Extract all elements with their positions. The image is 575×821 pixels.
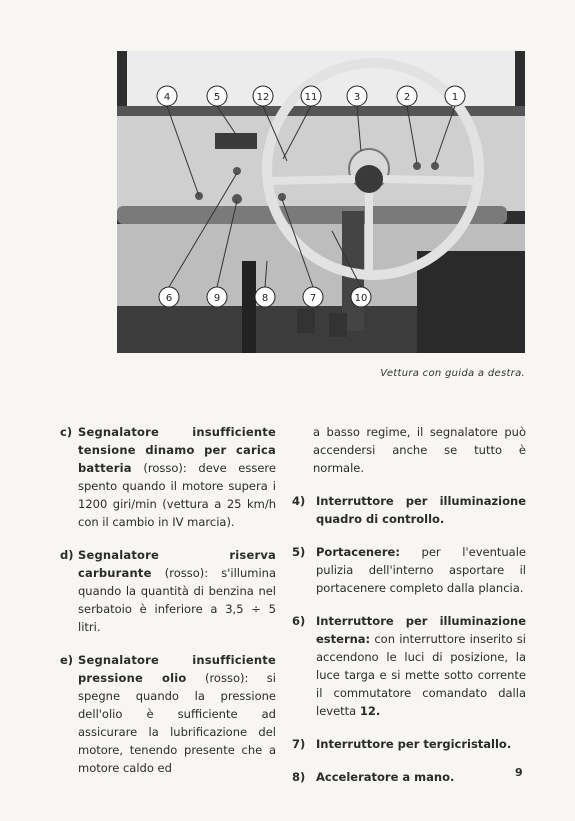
list-item <box>60 651 276 777</box>
svg-text:12: 12 <box>256 92 270 103</box>
item-letter: d) <box>60 548 74 562</box>
callout-8 <box>255 287 275 307</box>
item-number: 4) <box>292 494 306 508</box>
item-text: (rosso): si spegne quando la pressione dell'olio è sufficiente ad assicurare la lubrificazione del motore, tenendo presente che a motore caldo ed <box>78 671 276 775</box>
callout-12 <box>253 86 273 106</box>
svg-text:5: 5 <box>213 92 221 103</box>
svg-text:11: 11 <box>304 92 318 103</box>
callout-2 <box>397 86 417 106</box>
page-number: 9 <box>515 766 523 779</box>
dashboard-photo <box>117 51 525 353</box>
list-item <box>292 492 526 528</box>
list-item <box>292 543 526 597</box>
svg-text:2: 2 <box>403 92 411 103</box>
item-number: 7) <box>292 737 306 751</box>
item-title: Segnalatore insufficiente tensione dinamo per carica batteria <box>78 425 276 475</box>
list-item <box>292 735 526 753</box>
item-text: (rosso): s'illumina quando la quantità di benzina nel serbatoio è inferiore a 3,5 ÷ 5 litri. <box>78 566 276 634</box>
callout-6 <box>159 287 179 307</box>
callout-1 <box>445 86 465 106</box>
item-title: Portacenere: <box>316 545 400 559</box>
svg-text:3: 3 <box>353 92 361 103</box>
callout-4 <box>157 86 177 106</box>
svg-text:1: 1 <box>451 92 459 103</box>
callout-11 <box>301 86 321 106</box>
svg-text:8: 8 <box>261 293 269 304</box>
item-title: Interruttore per tergicristallo. <box>316 737 512 751</box>
list-item <box>60 546 276 636</box>
list-item <box>60 423 276 531</box>
callout-9 <box>207 287 227 307</box>
item-title: Segnalatore riserva carburante <box>78 548 276 580</box>
svg-text:6: 6 <box>165 293 173 304</box>
item-title: Segnalatore insufficiente pressione olio <box>78 653 276 685</box>
item-text: per l'eventuale pulizia dell'interno asportare il portacenere completo dalla plancia. <box>316 545 526 595</box>
item-title: Interruttore per illuminazione esterna: <box>316 614 526 646</box>
item-number: 5) <box>292 545 306 559</box>
callout-7 <box>303 287 323 307</box>
callout-5 <box>207 86 227 106</box>
svg-text:4: 4 <box>163 92 171 103</box>
item-text: con interruttore inserito si accendono le luci di posizione, la luce targa e si mette sotto corrente il commutatore comandato dalla levetta <box>316 632 526 718</box>
item-number: 8) <box>292 770 306 784</box>
continued-text: a basso regime, il segnalatore può accendersi anche se tutto è normale. <box>313 425 526 475</box>
item-title: Interruttore per illuminazione quadro di controllo. <box>316 494 526 526</box>
item-text: (rosso): deve essere spento quando il motore supera i 1200 giri/min (vettura a 25 km/h con il cambio in IV marcia). <box>78 461 276 529</box>
list-item <box>292 768 526 786</box>
svg-text:10: 10 <box>354 293 368 304</box>
svg-text:9: 9 <box>213 293 221 304</box>
right-column <box>292 423 526 801</box>
item-bold-tail: 12. <box>359 704 381 718</box>
callout-3 <box>347 86 367 106</box>
svg-text:7: 7 <box>309 293 317 304</box>
callout-10 <box>351 287 371 307</box>
item-letter: e) <box>60 653 74 667</box>
list-item <box>292 612 526 720</box>
item-letter: c) <box>60 425 73 439</box>
left-column <box>60 423 276 792</box>
item-number: 6) <box>292 614 306 628</box>
photo-caption: Vettura con guida a destra. <box>380 368 525 379</box>
item-title: Acceleratore a mano. <box>316 770 455 784</box>
